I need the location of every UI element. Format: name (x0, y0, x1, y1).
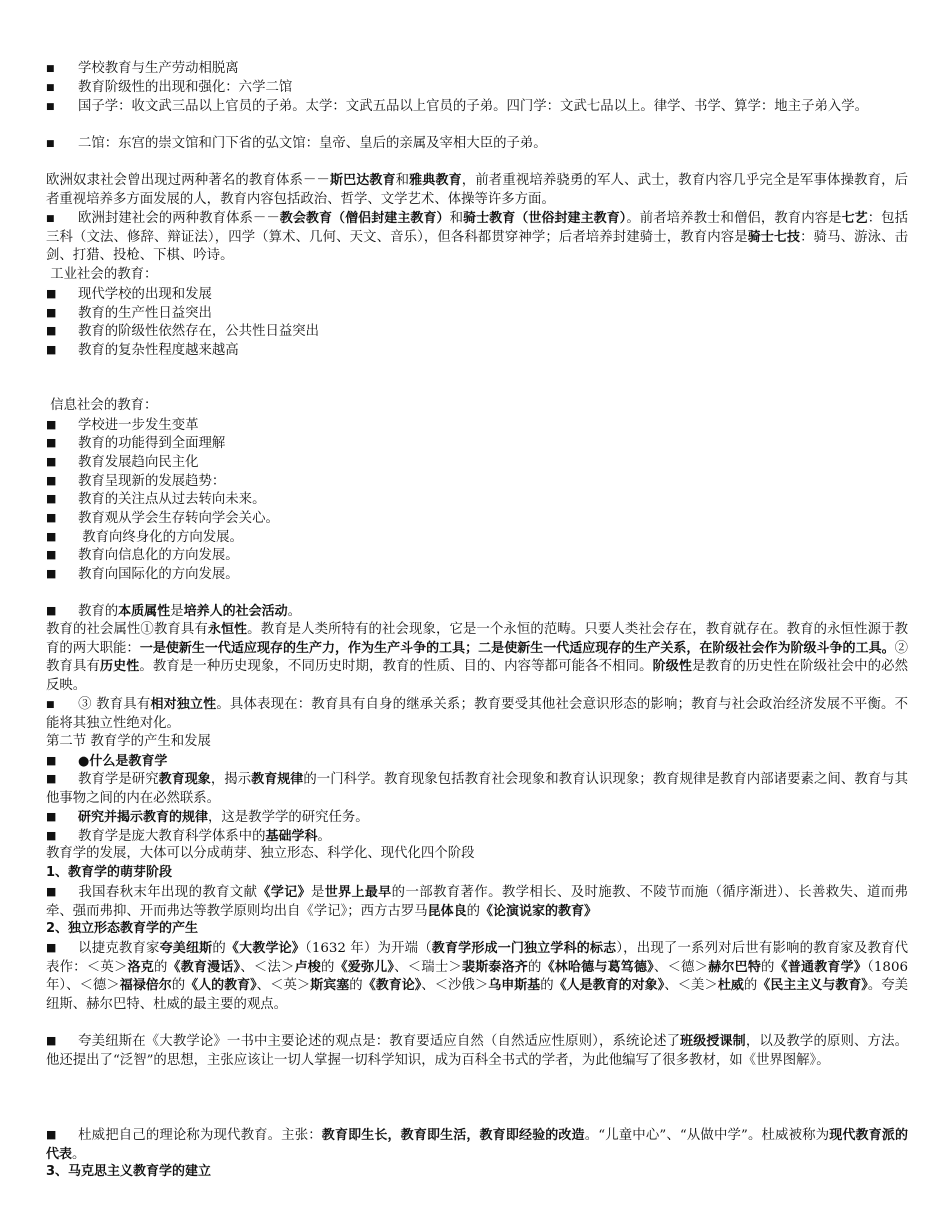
bullet-item: ■ 研究并揭示教育的规律，这是教学学的研究任务。 (46, 808, 908, 828)
bold-term: 《民主主义与教育》 (757, 978, 868, 994)
text-paragraph: 第二节 教育学的产生和发展 (46, 734, 211, 749)
bold-term: 雅典教育 (409, 173, 462, 188)
bold-term: 永恒性 (207, 622, 248, 637)
bold-term: 世界上最早 (324, 885, 392, 900)
bullet-item: ■ 杜威把自己的理论称为现代教育。主张：教育即生长，教育即生活，教育即经验的改造。“儿童中心”、“从做中学”。杜威被称为现代教育派的代表。 (46, 1126, 908, 1164)
bold-term: ●什么是教育学 (78, 754, 168, 769)
bullet-item: ■ 教育观从学会生存转向学会关心。 (46, 509, 908, 529)
bullet-item: ■ 国子学：收文武三品以上官员的子弟。太学：文武五品以上官员的子弟。四门学：文武七品以上。律学、书学、算学：地主子弟入学。 (46, 98, 908, 117)
bold-term: 《普通教育学》 (774, 959, 868, 975)
bold-term: 教育规律 (251, 772, 304, 787)
bold-term: 《大教学论》 (225, 941, 305, 956)
section-heading: 3、马克思主义教育学的建立 (46, 1164, 212, 1179)
bold-term: 赫尔巴特 (708, 959, 762, 975)
bullet-item: ■ 教育的关注点从过去转向未来。 (46, 490, 908, 510)
bold-term: 教育学形成一门独立学科的标志 (431, 941, 617, 956)
bullet-item: ■ 教育的功能得到全面理解 (46, 434, 908, 454)
bullet-item: ■ 教育学是研究教育现象，揭示教育规律的一门科学。教育现象包括教育社会现象和教育认识现象；教育规律是教育内部诸要素之间、教育与其他事物之间的内在必然联系。 (46, 770, 908, 808)
bold-term: 教育现象 (158, 772, 211, 787)
bold-term: 《爱弥儿》 (334, 959, 395, 975)
bullet-item: ■ 我国春秋末年出现的教育文献《学记》是世界上最早的一部教育著作。教学相长、及时施教、不陵节而施（循序渐进）、长善救失、道而弗牵、强而弗抑、开而弗达等教学原则均出自《学记》；西方古罗马昆体良的《论演说家的教育》 (46, 883, 908, 921)
bullet-item: ■ 教育的复杂性程度越来越高 (46, 341, 908, 361)
bold-term: 《教育论》 (362, 978, 422, 994)
bold-term: 班级授课制 (680, 1034, 746, 1049)
bullet-item (46, 752, 908, 772)
bullet-item: ■ 教育的阶级性依然存在，公共性日益突出 (46, 322, 908, 342)
bold-term: 乌申斯基 (488, 978, 541, 994)
bullet-item: ■ 教育向终身化的方向发展。 (46, 528, 908, 548)
bold-term: 基础学科 (265, 829, 318, 844)
bullet-item: ■ 教育呈现新的发展趋势： (46, 472, 908, 492)
bullet-item: ■ 学校进一步发生变革 (46, 416, 908, 436)
bold-term: 《论演说家的教育》 (480, 903, 598, 919)
bold-term: 《教育漫话》 (167, 959, 241, 975)
bold-term: 杜威 (717, 978, 744, 994)
bullet-item: ■ ③ 教育具有相对独立性。具体表现在：教育具有自身的继承关系；教育要受其他社会意识形态的影响；教育与社会政治经济发展不平衡。不能将其独立性绝对化。 (46, 696, 908, 733)
bold-term: 教会教育（僧侣封建主教育） (279, 211, 450, 226)
bold-term: 《人的教育》 (185, 978, 257, 994)
bullet-item: ■ 教育的本质属性是培养人的社会活动。 (46, 602, 908, 622)
text-paragraph: 教育的社会属性①教育具有永恒性。教育是人类所特有的社会现象，它是一个永恒的范畴。只要人类社会存在，教育就存在。教育的永恒性源于教育的两大职能：一是使新生一代适应现存的生产力，作为生产斗争的工具；二是使新生一代适应现存的生产关系，在阶级社会作为阶级斗争的工具。②教育具有历史性。教育是一种历史现象，不同历史时期，教育的性质、目的、内容等都可能各不相同。阶级性是教育的历史性在阶级社会中的必然反映。 (46, 622, 909, 694)
bullet-item: ■ 现代学校的出现和发展 (46, 285, 908, 305)
text-paragraph: 教育学的发展，大体可以分成萌芽、独立形态、科学化、现代化四个阶段 (46, 846, 475, 861)
bullet-item: ■ 教育学是庞大教育科学体系中的基础学科。 (46, 827, 908, 847)
section-heading: 2、独立形态教育学的产生 (46, 921, 199, 936)
bullet-item: ■ 欧洲封建社会的两种教育体系－－教会教育（僧侣封建主教育）和骑士教育（世俗封建主教育）。前者培养教士和僧侣，教育内容是七艺：包括三科（文法、修辞、辩证法），四学（算术、几何、天文、音乐），但各科都贯穿神学；后者培养封建骑士，教育内容是骑士七技：骑马、游泳、击剑、打猎、投枪、下棋、吟诗。 (46, 210, 908, 266)
section-heading: 1、教育学的萌芽阶段 (46, 865, 173, 880)
bold-term: 洛克 (127, 959, 154, 975)
bullet-item: ■ 教育向国际化的方向发展。 (46, 565, 908, 585)
bold-term: 阶级性 (652, 659, 693, 675)
bullet-item: ■ 教育发展趋向民主化 (46, 453, 908, 473)
bold-term: 《学记》 (257, 885, 311, 900)
bold-term: 斯巴达教育 (329, 173, 396, 188)
bullet-item: ■ 学校教育与生产劳动相脱离 (46, 60, 908, 79)
bullet-item: ■ 以捷克教育家夸美纽斯的《大教学论》（1632 年）为开端（教育学形成一门独立学科的标志），出现了一系列对后世有影响的教育家及教育代表作：＜英＞洛克的《教育漫话》、＜法＞卢梭的《爱弥儿》、＜瑞士＞裴斯泰洛齐的《林哈德与葛笃德》、＜德＞赫尔巴特的《普通教育学》（1806 年）、＜德＞福禄倍尔的《人的教育》、＜英＞斯宾塞的《教育论》、＜沙俄＞乌申斯基的《人是教育的对象》、＜美＞杜威的《民主主义与教育》。夸美纽斯、赫尔巴特、杜威的最主要的观点。 (46, 939, 908, 1015)
bold-term: 昆体良 (427, 903, 467, 919)
bold-term: 现代教育派的代表 (46, 1128, 908, 1162)
text-paragraph: 工业社会的教育： (46, 267, 158, 282)
text-paragraph: 信息社会的教育： (46, 398, 158, 413)
bold-term: 斯宾塞 (310, 978, 350, 994)
bullet-item: ■ 教育向信息化的方向发展。 (46, 546, 908, 566)
bold-term: 培养人的社会活动 (183, 604, 288, 619)
bullet-item: ■ 教育的生产性日益突出 (46, 304, 908, 324)
bold-term: 骑士七技 (747, 229, 801, 245)
bullet-item: ■ 教育阶级性的出现和强化：六学二馆 (46, 79, 908, 98)
text-paragraph: 欧洲奴隶社会曾出现过两种著名的教育体系－－斯巴达教育和雅典教育，前者重视培养骁勇的军人、武士，教育内容几乎完全是军事体操教育，后者重视培养多方面发展的人，教育内容包括政治、哲学、文学艺术、体操等许多方面。 (46, 173, 909, 207)
bold-term: 研究并揭示教育的规律 (78, 810, 209, 825)
bold-term: 一是使新生一代适应现存的生产力，作为生产斗争的工具；二是使新生一代适应现存的生产关系，在阶级社会作为阶级斗争的工具。 (139, 640, 895, 656)
bold-term: 卢梭 (294, 959, 321, 975)
bold-term: 七艺 (841, 211, 868, 226)
bold-term: 本质属性 (118, 604, 171, 619)
bullet-item: ■ 二馆：东宫的崇文馆和门下省的弘文馆：皇帝、皇后的亲属及宰相大臣的子弟。 (46, 135, 908, 154)
bold-term: 教育即生长，教育即生活，教育即经验的改造 (321, 1128, 585, 1143)
bold-term: 《人是教育的对象》 (553, 978, 665, 994)
bold-term: 历史性 (100, 659, 140, 675)
bold-term: 相对独立性 (150, 697, 217, 712)
bold-term: 福禄倍尔 (119, 978, 172, 994)
bold-term: 裴斯泰洛齐 (461, 959, 528, 975)
bullet-item: ■ 夸美纽斯在《大教学论》一书中主要论述的观点是：教育要适应自然（自然适应性原则），系统论述了班级授课制，以及教学的原则、方法。他还提出了“泛智”的思想，主张应该让一切人掌握一切科学知识，成为百科全书式的学者，为此他编写了很多教材，如《世界图解》。 (46, 1032, 908, 1070)
bold-term: 骑士教育（世俗封建主教育） (463, 211, 627, 226)
bold-term: 夸美纽斯 (159, 941, 213, 956)
bold-term: 《林哈德与葛笃德》 (541, 959, 654, 975)
